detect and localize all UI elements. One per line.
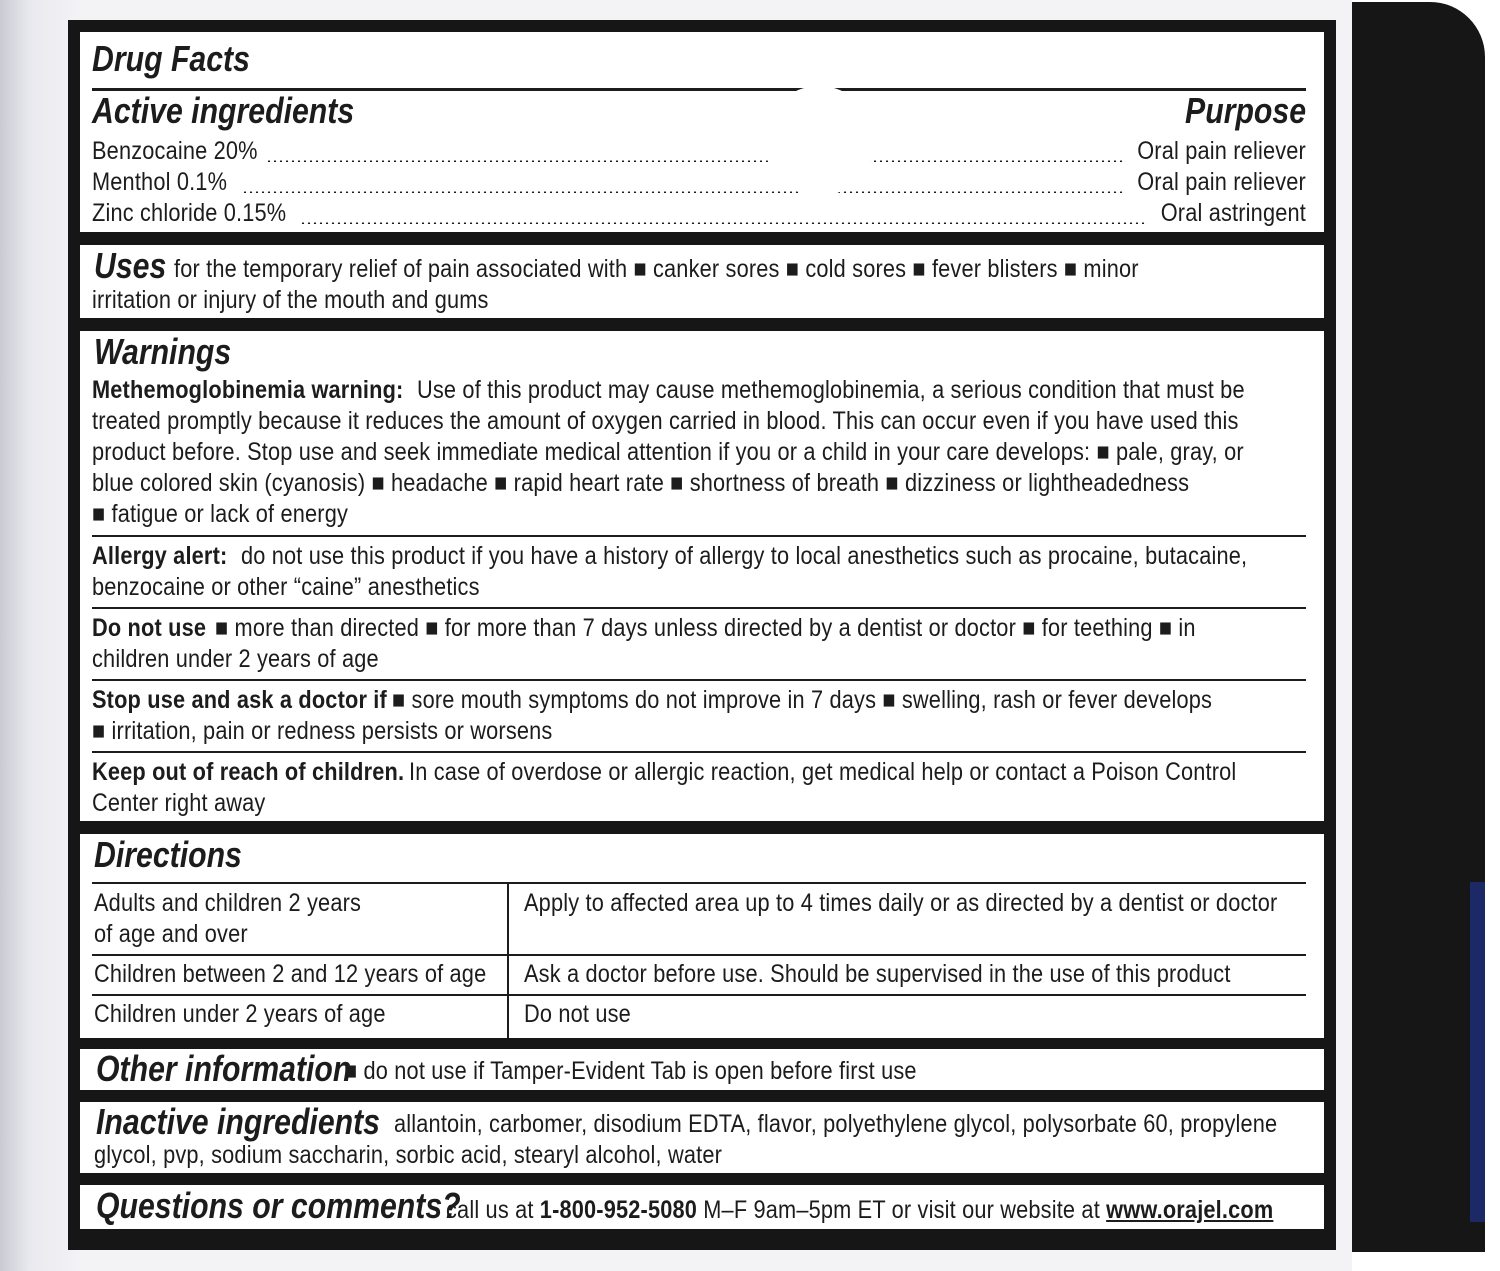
- drug-facts-panel: [68, 20, 1336, 1250]
- uses-heading: Uses: [94, 245, 167, 286]
- website-link[interactable]: www.orajel.com: [1106, 1196, 1274, 1224]
- carton-side-panel: [1352, 2, 1485, 1252]
- ingredient-name: Benzocaine 20%: [92, 137, 258, 165]
- warning-text-line: benzocaine or other “caine” anesthetics: [92, 573, 480, 601]
- warning-text-line: product before. Stop use and seek immediate medical attention if you or a child in your care develops: ■ pale, gray, or: [92, 438, 1244, 466]
- inactive-ingredients-text-line: allantoin, carbomer, disodium EDTA, flavor, polyethylene glycol, polysorbate 60, propylene: [394, 1110, 1278, 1138]
- directions-section: [80, 834, 1324, 1038]
- uses-text-line: irritation or injury of the mouth and gums: [92, 286, 489, 314]
- purpose-heading: Purpose: [1185, 90, 1306, 131]
- warnings-divider: [92, 535, 1306, 537]
- directions-column-divider: [507, 882, 509, 1038]
- ingredient-name: Menthol 0.1%: [92, 168, 228, 196]
- directions-divider: [92, 882, 1306, 884]
- warning-text-line: treated promptly because it reduces the amount of oxygen carried in blood. This can occur even if you have used this: [92, 407, 1239, 435]
- warning-text-line: do not use this product if you have a history of allergy to local anesthetics such as procaine, butacaine,: [241, 542, 1248, 570]
- directions-who: Children under 2 years of age: [94, 1000, 386, 1028]
- drug-facts-title: Drug Facts: [92, 38, 250, 79]
- other-information-section: [80, 1049, 1324, 1090]
- allergy-alert-label: Allergy alert:: [92, 542, 228, 570]
- active-ingredients-heading: Active ingredients: [92, 90, 355, 131]
- inactive-ingredients-heading: Inactive ingredients: [96, 1101, 381, 1142]
- warning-text-line: blue colored skin (cyanosis) ■ headache ■ rapid heart rate ■ shortness of breath ■ dizziness or lightheadedness: [92, 469, 1190, 497]
- leader-dots: [266, 160, 1126, 162]
- directions-divider: [92, 954, 1306, 956]
- questions-text-mid: M–F 9am–5pm ET or visit our website at: [703, 1196, 1100, 1224]
- inactive-ingredients-text-line: glycol, pvp, sodium saccharin, sorbic acid, stearyl alcohol, water: [94, 1141, 723, 1169]
- directions-who: Adults and children 2 years: [94, 889, 362, 917]
- stop-use-label: Stop use and ask a doctor if: [92, 686, 387, 714]
- directions-heading: Directions: [94, 834, 242, 875]
- warnings-divider: [92, 751, 1306, 753]
- methemoglobinemia-label: Methemoglobinemia warning:: [92, 376, 404, 404]
- other-information-text: ■ do not use if Tamper-Evident Tab is open before first use: [344, 1057, 917, 1085]
- ingredient-purpose: Oral astringent: [1160, 199, 1306, 227]
- warnings-section: [80, 331, 1324, 821]
- warnings-divider: [92, 679, 1306, 681]
- questions-text: [446, 1196, 1273, 1225]
- directions-who: of age and over: [94, 920, 248, 948]
- questions-heading: Questions or comments?: [96, 1185, 461, 1226]
- hang-hole: [764, 86, 874, 196]
- warning-text-line: In case of overdose or allergic reaction, get medical help or contact a Poison Control: [409, 758, 1237, 786]
- phone-number[interactable]: 1-800-952-5080: [539, 1196, 698, 1224]
- ingredient-purpose: Oral pain reliever: [1137, 168, 1306, 196]
- active-ingredients-section: [80, 32, 1324, 232]
- leader-dots: [300, 222, 1148, 224]
- directions-divider: [92, 994, 1306, 996]
- do-not-use-label: Do not use: [92, 614, 207, 642]
- warning-text-line: Use of this product may cause methemoglobinemia, a serious condition that must be: [417, 376, 1245, 404]
- inactive-ingredients-section: [80, 1102, 1324, 1173]
- warning-text-line: ■ irritation, pain or redness persists or worsens: [92, 717, 553, 745]
- uses-section: [80, 245, 1324, 318]
- keep-out-of-reach-label: Keep out of reach of children.: [92, 758, 405, 786]
- warning-text-line: ■ sore mouth symptoms do not improve in 7 days ■ swelling, rash or fever develops: [392, 686, 1213, 714]
- leader-dots: [242, 191, 1126, 193]
- questions-section: [80, 1185, 1324, 1229]
- directions-who: Children between 2 and 12 years of age: [94, 960, 487, 988]
- warning-text-line: ■ fatigue or lack of energy: [92, 500, 349, 528]
- warning-text-line: children under 2 years of age: [92, 645, 379, 673]
- other-information-heading: Other information: [96, 1048, 352, 1089]
- uses-text-line: for the temporary relief of pain associated with ■ canker sores ■ cold sores ■ fever blisters ■ minor: [174, 255, 1139, 283]
- ingredient-name: Zinc chloride 0.15%: [92, 199, 287, 227]
- warnings-divider: [92, 607, 1306, 609]
- directions-what: Apply to affected area up to 4 times daily or as directed by a dentist or doctor: [524, 889, 1278, 917]
- warning-text-line: ■ more than directed ■ for more than 7 days unless directed by a dentist or doctor ■ for teething ■ in: [215, 614, 1196, 642]
- directions-what: Do not use: [524, 1000, 631, 1028]
- warning-text-line: Center right away: [92, 789, 266, 817]
- questions-text-pre: call us at: [446, 1196, 534, 1224]
- directions-what: Ask a doctor before use. Should be supervised in the use of this product: [524, 960, 1231, 988]
- warnings-heading: Warnings: [94, 331, 232, 372]
- carton-blue-strip: [1470, 882, 1485, 1222]
- ingredient-purpose: Oral pain reliever: [1137, 137, 1306, 165]
